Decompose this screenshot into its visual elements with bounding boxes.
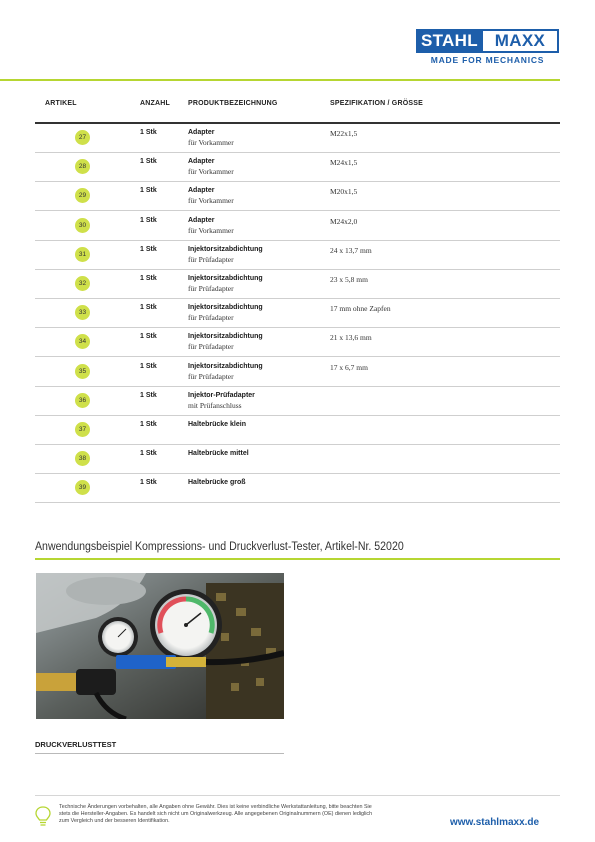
article-number-badge: 36 bbox=[75, 393, 90, 408]
table-row bbox=[35, 211, 560, 241]
product-name: Adapter bbox=[188, 129, 215, 136]
specification-cell: M20x1,5 bbox=[330, 187, 358, 197]
table-row bbox=[35, 152, 560, 182]
quantity-cell: 1 Stk bbox=[140, 158, 157, 166]
article-number-badge: 39 bbox=[75, 480, 90, 495]
column-header-artikel: ARTIKEL bbox=[45, 100, 77, 107]
specification-cell: M24x1,5 bbox=[330, 158, 358, 168]
specification-cell: M24x2,0 bbox=[330, 216, 358, 226]
application-rule bbox=[35, 558, 560, 560]
quantity-cell: 1 Stk bbox=[140, 245, 157, 253]
quantity-cell: 1 Stk bbox=[140, 129, 157, 136]
table-row bbox=[35, 357, 560, 387]
product-subtitle: für Prüfadapter bbox=[188, 371, 234, 381]
product-subtitle: für Prüfadapter bbox=[188, 284, 234, 293]
column-header-anzahl: ANZAHL bbox=[140, 100, 170, 107]
quantity-cell: 1 Stk bbox=[140, 275, 157, 282]
table-row bbox=[35, 123, 560, 153]
product-name: Injektorsitzabdichtung bbox=[188, 362, 263, 370]
product-subtitle: für Vorkammer bbox=[188, 196, 234, 206]
brand-tagline: MADE FOR MECHANICS bbox=[430, 55, 545, 65]
product-subtitle: für Prüfadapter bbox=[188, 313, 234, 323]
article-number-badge: 32 bbox=[75, 276, 90, 291]
brand-logo-part1: STAHL bbox=[416, 29, 481, 53]
article-number-badge: 38 bbox=[75, 451, 90, 466]
table-row bbox=[35, 473, 560, 503]
article-number-badge: 29 bbox=[75, 188, 90, 203]
column-header-produkt: PRODUKTBEZEICHNUNG bbox=[188, 100, 278, 107]
table-row bbox=[35, 269, 560, 299]
quantity-cell: 1 Stk bbox=[140, 304, 157, 312]
quantity-cell: 1 Stk bbox=[140, 333, 157, 341]
product-name: Injektorsitzabdichtung bbox=[188, 275, 263, 282]
table-row bbox=[35, 240, 560, 270]
specification-cell: 17 x 6,7 mm bbox=[330, 362, 368, 372]
specification-cell: 21 x 13,6 mm bbox=[330, 333, 372, 343]
article-number-badge: 33 bbox=[75, 305, 90, 320]
application-photo bbox=[36, 573, 284, 719]
quantity-cell: 1 Stk bbox=[140, 421, 157, 428]
product-name: Haltebrücke klein bbox=[188, 421, 246, 428]
product-name: Injektorsitzabdichtung bbox=[188, 333, 263, 341]
product-subtitle: für Vorkammer bbox=[188, 138, 234, 147]
article-number-badge: 35 bbox=[75, 364, 90, 379]
header-divider bbox=[0, 79, 560, 81]
application-title: Anwendungsbeispiel Kompressions- und Druckverlust-Tester, Artikel-Nr. 52020 bbox=[35, 541, 404, 553]
product-subtitle: für Vorkammer bbox=[188, 225, 234, 235]
product-subtitle: für Prüfadapter bbox=[188, 254, 234, 264]
specification-cell: 17 mm ohne Zapfen bbox=[330, 304, 391, 314]
table-row bbox=[35, 327, 560, 357]
table-row bbox=[35, 298, 560, 328]
article-number-badge: 37 bbox=[75, 422, 90, 437]
product-name: Haltebrücke mittel bbox=[188, 450, 249, 458]
article-number-badge: 30 bbox=[75, 218, 90, 233]
product-name: Injektorsitzabdichtung bbox=[188, 245, 263, 253]
quantity-cell: 1 Stk bbox=[140, 187, 157, 195]
column-header-spezifikation: SPEZIFIKATION / GRÖSSE bbox=[330, 100, 423, 107]
table-row bbox=[35, 181, 560, 211]
lightbulb-icon bbox=[35, 806, 51, 833]
table-row bbox=[35, 386, 560, 416]
specification-cell: 24 x 13,7 mm bbox=[330, 245, 372, 255]
product-subtitle: für Prüfadapter bbox=[188, 342, 234, 352]
product-name: Adapter bbox=[188, 187, 215, 195]
article-number-badge: 28 bbox=[75, 159, 90, 174]
footer-disclaimer-line: zum Vergleich und der besseren Identifikation. bbox=[59, 818, 170, 825]
photo-caption: DRUCKVERLUSTTEST bbox=[35, 740, 117, 749]
quantity-cell: 1 Stk bbox=[140, 216, 157, 224]
footer-disclaimer-line: Technische Änderungen vorbehalten, alle Angaben ohne Gewähr. Dies ist keine verbindliche Werkstattanleitung, bitte beachten Sie bbox=[59, 804, 372, 810]
quantity-cell: 1 Stk bbox=[140, 450, 157, 458]
product-name: Adapter bbox=[188, 158, 215, 166]
product-name: Injektor-Prüfadapter bbox=[188, 391, 255, 399]
footer-disclaimer-line: stets die Hersteller-Angaben. Es handelt sich nicht um Originalwerkzeug. Alle angegebenen Originalnummern (OE) dienen lediglich bbox=[59, 811, 373, 818]
quantity-cell: 1 Stk bbox=[140, 479, 157, 487]
caption-rule bbox=[35, 753, 284, 754]
brand-logo-part2: MAXX bbox=[481, 29, 559, 53]
specification-cell: 23 x 5,8 mm bbox=[330, 275, 368, 284]
article-number-badge: 27 bbox=[75, 130, 90, 145]
footer-disclaimer bbox=[59, 804, 404, 826]
product-name: Adapter bbox=[188, 216, 215, 224]
website-link[interactable]: www.stahlmaxx.de bbox=[450, 817, 540, 828]
product-subtitle: für Vorkammer bbox=[188, 167, 234, 177]
specification-cell: M22x1,5 bbox=[330, 129, 358, 138]
table-row bbox=[35, 415, 560, 445]
footer-divider bbox=[35, 795, 560, 796]
product-name: Injektorsitzabdichtung bbox=[188, 304, 263, 312]
quantity-cell: 1 Stk bbox=[140, 362, 157, 370]
product-subtitle: mit Prüfanschluss bbox=[188, 400, 242, 410]
table-row bbox=[35, 444, 560, 474]
brand-logo bbox=[416, 29, 559, 53]
article-number-badge: 34 bbox=[75, 334, 90, 349]
product-name: Haltebrücke groß bbox=[188, 479, 246, 487]
quantity-cell: 1 Stk bbox=[140, 391, 157, 399]
article-number-badge: 31 bbox=[75, 247, 90, 262]
